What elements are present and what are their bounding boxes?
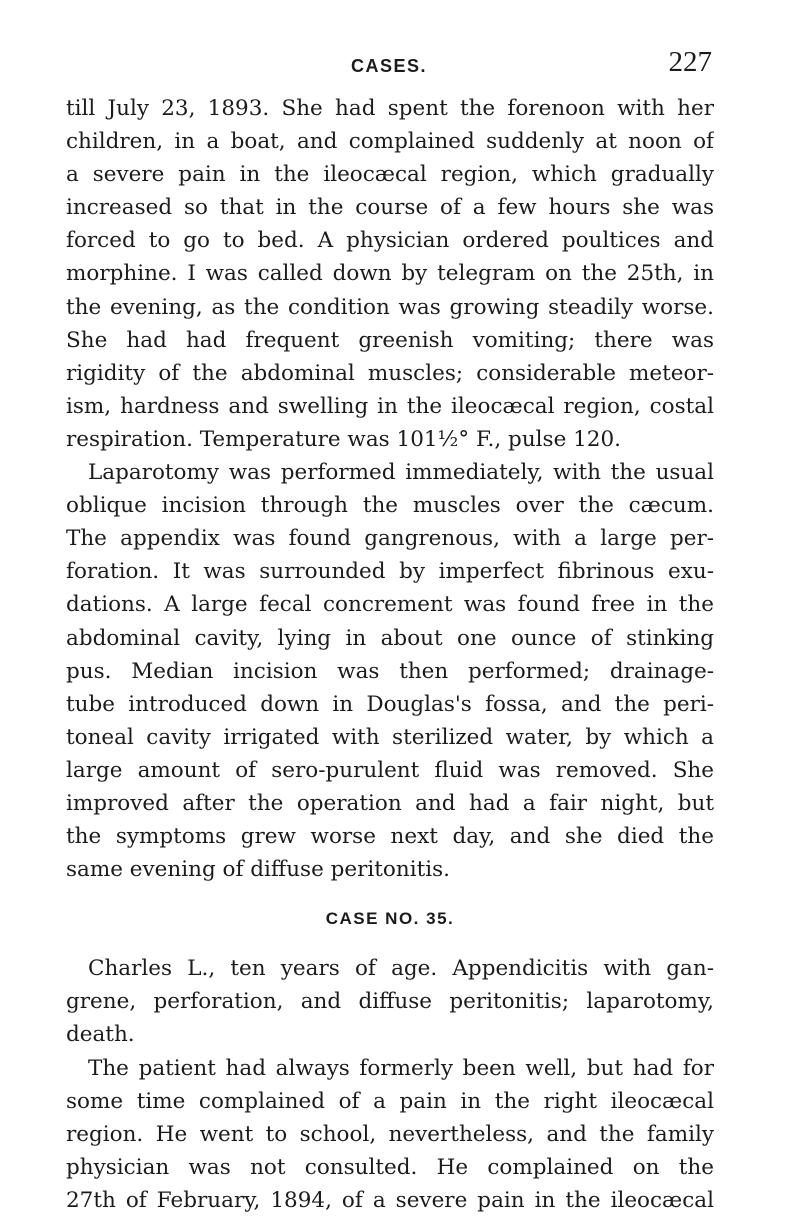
text-line: She had had frequent greenish vomiting; there was <box>66 327 714 353</box>
text-line: The patient had always formerly been well, but had for <box>88 1055 714 1081</box>
text-line: region. He went to school, nevertheless, and the family <box>66 1121 714 1147</box>
text-line: the symptoms grew worse next day, and she died the <box>66 824 714 850</box>
running-title: CASES. <box>350 56 428 76</box>
text-line: tube introduced down in Douglas's fossa, and the peri- <box>66 691 714 717</box>
case-heading: CASE NO. 35. <box>325 909 455 929</box>
text-line: some time complained of a pain in the right ileocæcal <box>66 1088 714 1114</box>
text-line: the evening, as the condition was growing steadily worse. <box>66 294 714 320</box>
text-line: grene, perforation, and diffuse peritonitis; laparotomy, <box>66 989 714 1015</box>
text-line: increased so that in the course of a few hours she was <box>66 195 714 221</box>
text-line: forced to go to bed. A physician ordered poultices and <box>66 228 714 254</box>
text-line: death. <box>66 1022 135 1048</box>
text-line: same evening of diffuse peritonitis. <box>66 857 450 883</box>
text-line: physician was not consulted. He complained on the <box>66 1154 714 1180</box>
text-line: oblique incision through the muscles over the cæcum. <box>66 493 714 519</box>
text-line: respiration. Temperature was 101½° F., pulse 120. <box>66 426 622 452</box>
text-line: The appendix was found gangrenous, with a large per- <box>66 526 714 552</box>
text-line: foration. It was surrounded by imperfect fibrinous exu- <box>66 559 714 585</box>
text-line: abdominal cavity, lying in about one ounce of stinking <box>66 625 714 651</box>
text-line: toneal cavity irrigated with sterilized water, by which a <box>66 724 714 750</box>
text-line: pus. Median incision was then performed; drainage- <box>66 658 714 684</box>
text-line: a severe pain in the ileocæcal region, which gradually <box>66 162 714 188</box>
text-line: ism, hardness and swelling in the ileocæcal region, costal <box>66 393 714 419</box>
text-line: Laparotomy was performed immediately, with the usual <box>88 460 714 486</box>
text-line: 27th of February, 1894, of a severe pain in the ileocæcal <box>66 1187 714 1213</box>
text-line: children, in a boat, and complained suddenly at noon of <box>66 129 714 155</box>
text-line: rigidity of the abdominal muscles; considerable meteor- <box>66 360 714 386</box>
text-line: morphine. I was called down by telegram on the 25th, in <box>66 261 714 287</box>
running-head <box>66 46 712 82</box>
text-line: Charles L., ten years of age. Appendicitis with gan- <box>88 956 714 982</box>
text-line: dations. A large fecal concrement was found free in the <box>66 592 714 618</box>
text-line: till July 23, 1893. She had spent the forenoon with her <box>66 96 714 121</box>
body-text <box>66 92 714 1217</box>
text-line: large amount of sero-purulent fluid was removed. She <box>66 757 714 783</box>
page-number: 227 <box>668 46 712 78</box>
text-line: improved after the operation and had a fair night, but <box>66 790 714 816</box>
